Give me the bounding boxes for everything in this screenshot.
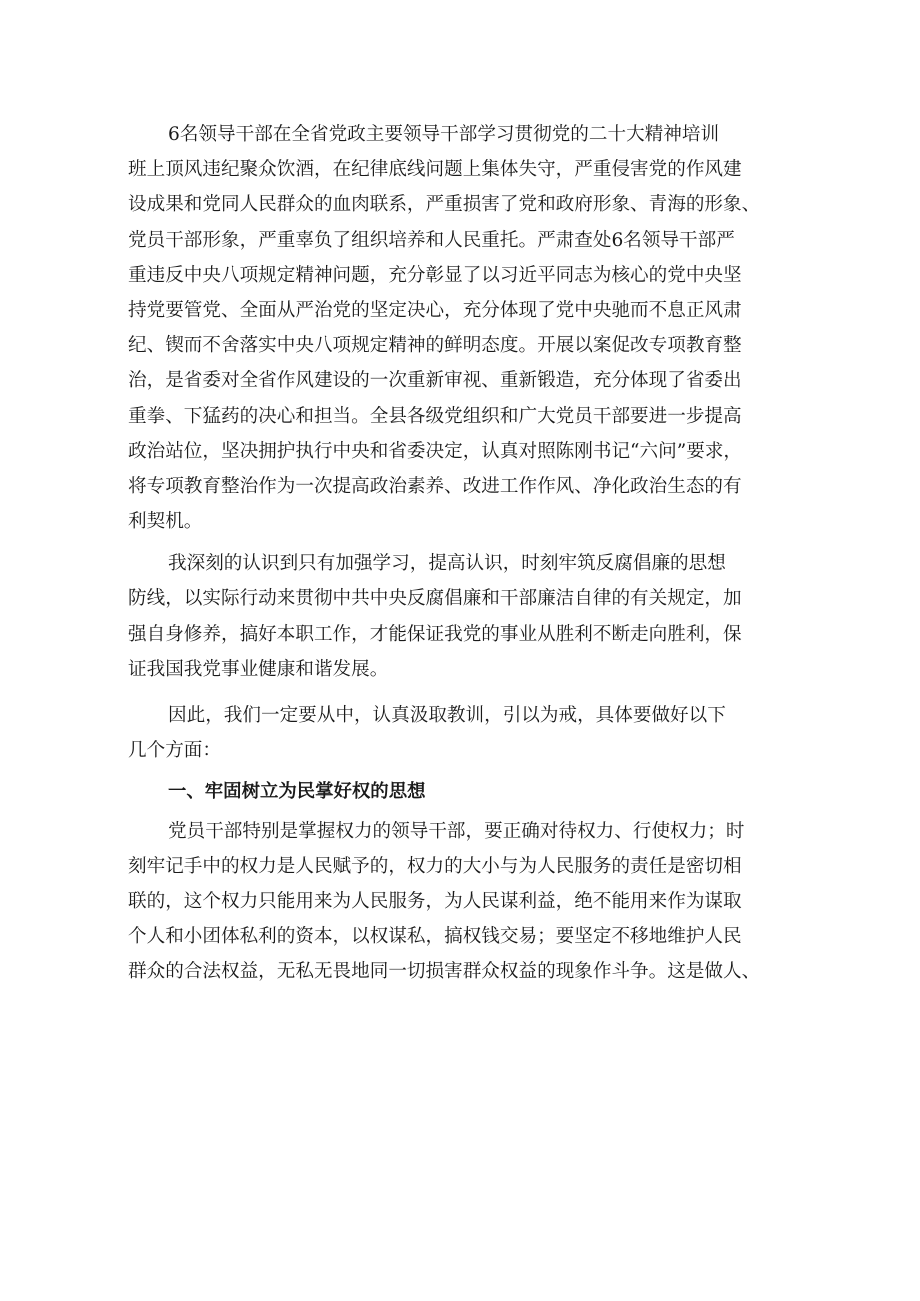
text-line: 治，是省委对全省作风建设的一次重新审视、重新锻造，充分体现了省委出 xyxy=(128,370,742,392)
text-line: 党员干部特别是掌握权力的领导干部，要正确对待权力、行使权力；时 xyxy=(168,820,745,842)
text-line: 群众的合法权益，无私无畏地同一切损害群众权益的现象作斗争。这是做人、 xyxy=(128,961,761,983)
text-line: 证我国我党事业健康和谐发展。 xyxy=(128,658,389,680)
text-line: 党员干部形象，严重辜负了组织培养和人民重托。严肃查处6名领导干部严 xyxy=(128,229,735,251)
text-line: 利契机。 xyxy=(128,511,203,533)
document-body xyxy=(128,117,798,990)
text-line: 持党要管党、全面从严治党的坚定决心，充分体现了党中央驰而不息正风肃 xyxy=(128,299,742,321)
text-line: 纪、锲而不舍落实中央八项规定精神的鲜明态度。开展以案促改专项教育整 xyxy=(128,335,742,357)
text-line: 将专项教育整治作为一次提高政治素养、改进工作作风、净化政治生态的有 xyxy=(128,475,742,497)
text-line: 防线，以实际行动来贯彻中共中央反腐倡廉和干部廉洁自律的有关规定，加 xyxy=(128,588,742,610)
text-line: 重违反中央八项规定精神问题，充分彰显了以习近平同志为核心的党中央坚 xyxy=(128,264,742,286)
text-line: 个人和小团体私利的资本，以权谋私，搞权钱交易；要坚定不移地维护人民 xyxy=(128,926,742,948)
text-line: 刻牢记手中的权力是人民赋予的，权力的大小与为人民服务的责任是密切相 xyxy=(128,855,742,877)
text-line: 6名领导干部在全省党政主要领导干部学习贯彻党的二十大精神培训 xyxy=(168,124,720,145)
text-line: 重拳、下猛药的决心和担当。全县各级党组织和广大党员干部要进一步提高 xyxy=(128,405,742,427)
text-line: 因此，我们一定要从中，认真汲取教训，引以为戒，具体要做好以下 xyxy=(168,705,726,726)
text-line: 我深刻的认识到只有加强学习，提高认识，时刻牢筑反腐倡廉的思想 xyxy=(168,553,726,575)
text-line: 强自身修养，搞好本职工作，才能保证我党的事业从胜利不断走向胜利，保 xyxy=(128,623,742,645)
text-line: 班上顶风违纪聚众饮酒，在纪律底线问题上集体失守，严重侵害党的作风建 xyxy=(128,159,742,181)
paragraph-1 xyxy=(128,117,798,539)
text-line: 联的，这个权力只能用来为人民服务，为人民谋利益，绝不能用来作为谋取 xyxy=(128,890,742,912)
section-heading: 一、牢固树立为民掌好权的思想 xyxy=(168,781,426,803)
text-line: 政治站位，坚决拥护执行中央和省委决定，认真对照陈刚书记“六问”要求， xyxy=(128,440,743,462)
text-line: 几个方面： xyxy=(128,740,221,762)
text-line: 设成果和党同人民群众的血肉联系，严重损害了党和政府形象、青海的形象、 xyxy=(128,194,761,216)
paragraph-4 xyxy=(128,814,798,990)
paragraph-3 xyxy=(128,698,798,768)
paragraph-2 xyxy=(128,546,798,687)
